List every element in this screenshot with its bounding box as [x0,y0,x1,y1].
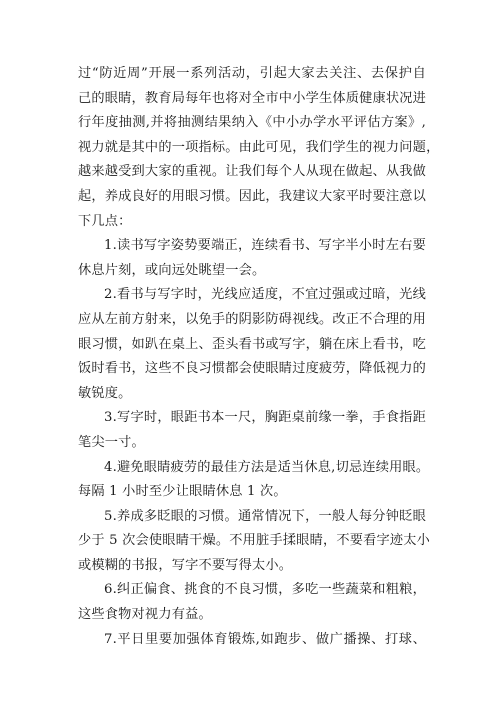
text-line: 少于 5 次会使眼睛干燥。不用脏手揉眼睛，不要看字迹太小 [78,533,431,549]
text-line: 5.养成多眨眼的习惯。通常情况下，一般人每分钟眨眼 [104,508,426,524]
text-line: 每隔 1 小时至少让眼睛休息 1 次。 [78,484,287,500]
text-line: 或模糊的书报，写字不要写得太小。 [78,557,293,573]
text-line: 笔尖一寸。 [78,434,145,450]
text-line: 2.看书与写字时，光线应适度，不宜过强或过暗，光线 [104,287,426,303]
text-line: 7.平日里要加强体育锻炼,如跑步、做广播操、打球、 [104,631,426,647]
text-line: 下几点： [78,213,132,229]
text-line: 行年度抽测,并将抽测结果纳入《中小办学水平评估方案》, [78,115,426,131]
text-line: 6.纠正偏食、挑食的不良习惯，多吃一些蔬菜和粗粮， [104,582,426,598]
text-line: 应从左前方射来，以免手的阴影防碍视线。改正不合理的用 [78,311,427,327]
text-line: 越来越受到大家的重视。让我们每个人从现在做起、从我做 [78,164,427,180]
text-line: 这些食物对视力有益。 [78,607,212,623]
text-line: 眼习惯，如趴在桌上、歪头看书或写字，躺在床上看书，吃 [78,336,427,352]
text-line: 饭时看书，这些不良习惯都会使眼睛过度疲劳，降低视力的 [78,361,427,377]
text-line: 己的眼睛，教育局每年也将对全市中小学生体质健康状况进 [78,90,427,106]
text-line: 视力就是其中的一项指标。由此可见，我们学生的视力问题， [78,139,440,155]
text-line: 起，养成良好的用眼习惯。因此，我建议大家平时要注意以 [78,188,427,204]
text-line: 休息片刻，或向远处眺望一会。 [78,262,266,278]
text-line: 4.避免眼睛疲劳的最佳方法是适当休息,切忌连续用眼。 [104,459,430,475]
text-line: 3.写字时，眼距书本一尺，胸距桌前缘一拳，手食指距 [104,410,426,426]
text-line: 过“防近周”开展一系列活动，引起大家去关注、去保护自 [78,66,426,81]
text-line: 1.读书写字姿势要端正，连续看书、写字半小时左右要 [104,238,426,254]
text-line: 敏锐度。 [78,385,132,401]
